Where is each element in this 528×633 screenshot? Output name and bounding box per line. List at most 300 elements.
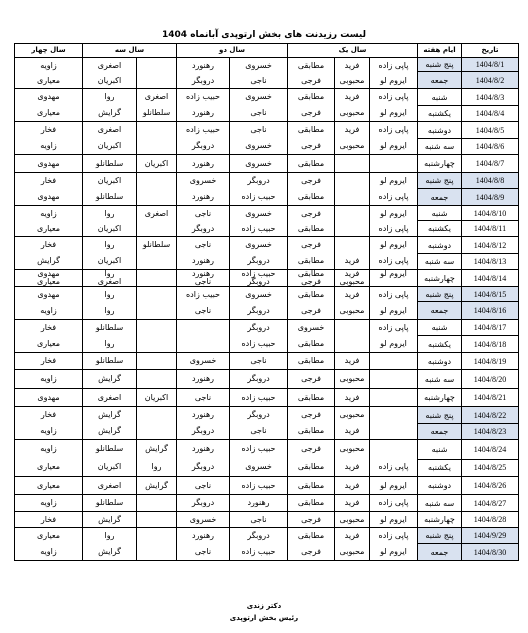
assignment-cell	[137, 389, 177, 407]
assignment-cell	[177, 270, 230, 287]
assignment-cell	[177, 287, 230, 320]
assignment-cell	[137, 320, 177, 353]
resident-name: محبوبی	[339, 306, 365, 315]
roster-row	[15, 495, 519, 512]
day-cell: دوشنبه	[418, 237, 462, 254]
resident-name: فرید	[344, 393, 360, 402]
resident-name: معیاری	[36, 481, 61, 490]
assignment-cell	[137, 173, 177, 206]
assignment-cell	[83, 89, 137, 122]
assignment-cell	[288, 287, 335, 320]
date-cell: 1404/8/28	[462, 512, 519, 528]
date-cell: 1404/8/16	[462, 302, 519, 320]
resident-name: فرید	[344, 290, 360, 299]
resident-name: ایروم لو	[380, 515, 407, 524]
signature-name: دکتر زندی	[246, 602, 282, 610]
assignment-cell	[15, 58, 83, 89]
assignment-cell	[177, 512, 230, 528]
resident-name: ناجی	[250, 515, 267, 524]
day-cell: شنبه	[418, 89, 462, 106]
assignment-cell	[288, 320, 335, 353]
resident-name: پاپی زاده	[378, 224, 409, 233]
assignment-cell	[335, 155, 370, 173]
resident-name: خسروی	[245, 92, 272, 101]
date-cell: 1404/8/26	[462, 477, 519, 495]
resident-name: خسروی	[189, 176, 217, 185]
day-cell: جمعه	[418, 302, 462, 320]
resident-name: دروبگر	[247, 323, 270, 332]
assignment-cell	[230, 353, 288, 370]
assignment-cell	[83, 173, 137, 206]
assignment-cell	[230, 407, 288, 440]
assignment-cell	[177, 477, 230, 495]
assignment-cell	[177, 89, 230, 122]
assignment-cell	[137, 495, 177, 512]
roster-row	[15, 320, 519, 336]
assignment-cell	[370, 58, 418, 89]
resident-name: سلطانلو	[95, 192, 124, 201]
assignment-cell	[177, 173, 230, 206]
resident-name	[335, 237, 369, 253]
resident-name: مطابقی	[297, 393, 325, 402]
resident-name: حبیب زاده	[241, 339, 276, 348]
day-cell: چهارشنبه	[418, 389, 462, 407]
assignment-cell	[15, 89, 83, 122]
header-year4: سال چهار	[15, 44, 83, 58]
resident-name: روا	[104, 92, 115, 101]
resident-name: مطابقی	[297, 481, 325, 490]
assignment-cell	[288, 89, 335, 122]
assignment-cell	[83, 389, 137, 407]
resident-name: محبوبی	[339, 515, 365, 524]
resident-name: خسروی	[189, 356, 217, 365]
assignment-cell	[230, 477, 288, 495]
assignment-cell	[15, 440, 83, 477]
assignment-cell	[83, 320, 137, 353]
resident-name: ایروم لو	[380, 339, 407, 348]
resident-name: گرایش	[37, 256, 60, 265]
resident-name: ناجی	[194, 547, 212, 556]
resident-name: گرایش	[98, 547, 121, 556]
resident-name: زاویه	[40, 61, 57, 70]
assignment-cell	[335, 89, 370, 122]
resident-name: اکبریان	[144, 393, 169, 402]
resident-name: ایروم لو	[380, 269, 407, 278]
day-cell: جمعه	[418, 424, 462, 440]
resident-name: اصغری	[144, 92, 169, 101]
resident-name: مطابقی	[297, 269, 325, 278]
resident-name: محبوبی	[339, 374, 365, 383]
day-cell: سه شنبه	[418, 495, 462, 512]
resident-name: اکبریان	[97, 224, 122, 233]
resident-name: اصغری	[144, 209, 169, 218]
assignment-cell	[335, 477, 370, 495]
resident-name: حبیب زاده	[241, 269, 276, 278]
resident-name	[137, 189, 176, 205]
resident-name: دروبگر	[191, 498, 215, 507]
resident-name: ناجی	[250, 426, 267, 435]
resident-name: پاپی زاده	[378, 498, 409, 507]
resident-name: پاپی زاده	[378, 290, 409, 299]
resident-name: زاویه	[40, 374, 57, 383]
resident-name: خسروی	[245, 240, 272, 249]
resident-name: محبوبی	[339, 76, 365, 85]
assignment-cell	[335, 370, 370, 389]
resident-name: فرید	[344, 256, 360, 265]
assignment-cell	[15, 173, 83, 206]
header-year1: سال یک	[288, 44, 418, 58]
assignment-cell	[137, 512, 177, 528]
resident-name: رهنورد	[191, 269, 215, 278]
assignment-cell	[177, 206, 230, 237]
assignment-cell	[177, 407, 230, 440]
resident-name: گرایش	[98, 515, 121, 524]
assignment-cell	[335, 173, 370, 206]
resident-name	[335, 189, 369, 205]
roster-row	[15, 477, 519, 495]
resident-name: فخار	[40, 410, 57, 419]
assignment-cell	[15, 155, 83, 173]
assignment-cell	[15, 122, 83, 155]
day-cell: پنج شنبه	[418, 58, 462, 72]
resident-name: فرجی	[301, 141, 321, 150]
header-day: ایام هفته	[418, 44, 462, 58]
assignment-cell	[288, 495, 335, 512]
resident-name: فرید	[344, 125, 360, 134]
resident-name	[370, 155, 417, 172]
day-cell: یکشنبه	[418, 459, 462, 476]
resident-name: فخار	[40, 356, 57, 365]
resident-name: ناجی	[250, 76, 267, 85]
resident-name	[177, 320, 229, 336]
resident-name: معیاری	[36, 76, 61, 85]
assignment-cell	[15, 206, 83, 237]
day-cell: پنج شنبه	[418, 407, 462, 424]
assignment-cell	[137, 477, 177, 495]
assignment-cell	[288, 122, 335, 155]
resident-name: ایروم لو	[380, 76, 407, 85]
assignment-cell	[177, 155, 230, 173]
resident-name: سلطانلو	[95, 159, 124, 168]
resident-name	[137, 253, 176, 269]
assignment-cell	[137, 58, 177, 89]
assignment-cell	[15, 320, 83, 353]
resident-name: فرید	[344, 61, 360, 70]
assignment-cell	[15, 477, 83, 495]
resident-name	[137, 370, 176, 388]
resident-name: اصغری	[97, 481, 122, 490]
roster-row	[15, 89, 519, 106]
resident-name: ناجی	[194, 481, 212, 490]
assignment-cell	[137, 89, 177, 122]
day-cell: شنبه	[418, 206, 462, 221]
resident-name: مطابقی	[297, 92, 325, 101]
assignment-cell	[288, 528, 335, 561]
resident-name: فرید	[344, 531, 360, 540]
resident-name	[335, 173, 369, 189]
assignment-cell	[83, 287, 137, 320]
resident-name: خسروی	[245, 141, 272, 150]
resident-name: روا	[104, 269, 115, 278]
assignment-cell	[288, 58, 335, 89]
assignment-cell	[230, 206, 288, 237]
resident-name: فرجی	[301, 374, 321, 383]
roster-row	[15, 173, 519, 189]
resident-name: روا	[104, 306, 115, 315]
resident-name: سلطانلو	[142, 108, 171, 117]
resident-name	[137, 512, 176, 527]
resident-name: مطابقی	[297, 426, 325, 435]
resident-name: مطابقی	[297, 61, 325, 70]
date-cell: 1404/8/5	[462, 122, 519, 139]
resident-name: معیاری	[36, 277, 61, 286]
day-cell: پنج شنبه	[418, 287, 462, 302]
assignment-cell	[177, 122, 230, 155]
resident-name: ایروم لو	[380, 141, 407, 150]
resident-name	[137, 58, 176, 73]
header-row	[15, 44, 519, 58]
assignment-cell	[137, 353, 177, 370]
resident-name	[335, 336, 369, 352]
day-cell: یکشنبه	[418, 336, 462, 353]
resident-name	[370, 353, 417, 369]
assignment-cell	[335, 407, 370, 440]
resident-name: دروبگر	[247, 410, 270, 419]
assignment-cell	[83, 407, 137, 440]
roster-row	[15, 155, 519, 173]
assignment-cell	[177, 389, 230, 407]
resident-name	[137, 528, 176, 544]
resident-name: پاپی زاده	[378, 462, 409, 471]
resident-name: زاویه	[40, 306, 57, 315]
resident-name: فرید	[344, 356, 360, 365]
resident-name: معیاری	[36, 339, 61, 348]
resident-name: پاپی زاده	[378, 192, 409, 201]
resident-name: ایروم لو	[380, 176, 407, 185]
resident-name: مهدوی	[37, 269, 60, 278]
assignment-cell	[370, 173, 418, 206]
resident-name: معیاری	[36, 531, 61, 540]
resident-name: زاویه	[40, 426, 57, 435]
resident-name: زاویه	[40, 498, 57, 507]
resident-name: اکبریان	[97, 256, 122, 265]
assignment-cell	[15, 270, 83, 287]
resident-name: فرجی	[301, 547, 321, 556]
resident-name: خسروی	[245, 462, 272, 471]
date-cell: 1404/9/29	[462, 528, 519, 544]
resident-name: محبوبی	[339, 277, 365, 286]
resident-name: محبوبی	[339, 547, 365, 556]
resident-name: پاپی زاده	[378, 531, 409, 540]
assignment-cell	[335, 440, 370, 477]
resident-name: ناجی	[194, 209, 212, 218]
date-cell: 1404/8/2	[462, 72, 519, 89]
assignment-cell	[370, 320, 418, 353]
resident-name: پاپی زاده	[378, 61, 409, 70]
resident-name: اکبریان	[97, 462, 122, 471]
date-cell: 1404/8/22	[462, 407, 519, 424]
day-cell: پنج شنبه	[418, 528, 462, 544]
assignment-cell	[335, 122, 370, 155]
resident-name	[370, 407, 417, 423]
assignment-cell	[288, 512, 335, 528]
assignment-cell	[230, 389, 288, 407]
resident-name: فخار	[40, 323, 57, 332]
day-cell: پنج شنبه	[418, 173, 462, 189]
date-cell: 1404/8/8	[462, 173, 519, 189]
assignment-cell	[137, 270, 177, 287]
resident-name: خسروی	[245, 290, 272, 299]
assignment-cell	[83, 122, 137, 155]
assignment-cell	[335, 287, 370, 320]
date-cell: 1404/8/7	[462, 155, 519, 173]
roster-table	[14, 43, 519, 561]
resident-name: دروبگر	[191, 462, 215, 471]
assignment-cell	[83, 206, 137, 237]
assignment-cell	[15, 370, 83, 389]
assignment-cell	[83, 353, 137, 370]
assignment-cell	[288, 173, 335, 206]
day-cell: شنبه	[418, 320, 462, 336]
resident-name: رهنورد	[191, 531, 215, 540]
roster-row	[15, 528, 519, 544]
resident-name: معیاری	[36, 462, 61, 471]
resident-name: اصغری	[97, 277, 122, 286]
resident-name: رهنورد	[191, 256, 215, 265]
resident-name: گرایش	[98, 108, 121, 117]
resident-name: ناجی	[194, 306, 212, 315]
resident-name: فرید	[344, 498, 360, 507]
assignment-cell	[230, 370, 288, 389]
assignment-cell	[177, 440, 230, 477]
resident-name: زاویه	[40, 547, 57, 556]
resident-name: حبیب زاده	[241, 444, 276, 453]
resident-name: اصغری	[97, 393, 122, 402]
assignment-cell	[370, 495, 418, 512]
assignment-cell	[335, 320, 370, 353]
resident-name: گرایش	[98, 426, 121, 435]
day-cell: چهارشنبه	[418, 155, 462, 173]
resident-name: ناجی	[194, 277, 212, 286]
date-cell: 1404/8/21	[462, 389, 519, 407]
date-cell: 1404/8/10	[462, 206, 519, 221]
assignment-cell	[335, 206, 370, 237]
resident-name: فرجی	[301, 76, 321, 85]
resident-name: مهدوی	[37, 192, 60, 201]
resident-name: خسروی	[245, 209, 272, 218]
resident-name: سلطانلو	[142, 240, 171, 249]
assignment-cell	[370, 287, 418, 320]
resident-name: رهنورد	[191, 108, 215, 117]
resident-name: مطابقی	[297, 125, 325, 134]
resident-name: ایروم لو	[380, 108, 407, 117]
resident-name	[335, 155, 369, 172]
roster-row	[15, 58, 519, 72]
resident-name: مطابقی	[297, 159, 325, 168]
assignment-cell	[177, 353, 230, 370]
assignment-cell	[137, 237, 177, 270]
roster-row	[15, 370, 519, 389]
assignment-cell	[230, 237, 288, 270]
resident-name: دروبگر	[191, 76, 215, 85]
resident-name: فرجی	[301, 444, 321, 453]
day-cell: جمعه	[418, 72, 462, 89]
roster-row	[15, 122, 519, 139]
resident-name: حبیب زاده	[185, 290, 220, 299]
assignment-cell	[137, 407, 177, 440]
resident-name: مهدوی	[37, 92, 60, 101]
assignment-cell	[137, 155, 177, 173]
header-year3: سال سه	[83, 44, 177, 58]
resident-name	[335, 221, 369, 236]
resident-name: محبوبی	[339, 141, 365, 150]
resident-name	[335, 320, 369, 336]
assignment-cell	[230, 320, 288, 353]
assignment-cell	[288, 353, 335, 370]
resident-name: مطابقی	[297, 462, 325, 471]
assignment-cell	[335, 58, 370, 89]
assignment-cell	[288, 155, 335, 173]
resident-name: فخار	[40, 176, 57, 185]
roster-row	[15, 270, 519, 287]
resident-name	[137, 173, 176, 189]
resident-name: ایروم لو	[380, 547, 407, 556]
resident-name: حبیب زاده	[241, 393, 276, 402]
assignment-cell	[335, 270, 370, 287]
roster-row	[15, 512, 519, 528]
resident-name: اکبریان	[97, 141, 122, 150]
assignment-cell	[230, 287, 288, 320]
resident-name	[370, 423, 417, 439]
assignment-cell	[288, 370, 335, 389]
date-cell: 1404/8/24	[462, 440, 519, 460]
resident-name: ناجی	[250, 356, 267, 365]
assignment-cell	[230, 58, 288, 89]
resident-name: ایروم لو	[380, 481, 407, 490]
resident-name: گرایش	[145, 481, 168, 490]
resident-name: مطابقی	[297, 224, 325, 233]
resident-name: فرجی	[301, 306, 321, 315]
day-cell: یکشنبه	[418, 221, 462, 237]
resident-name: حبیب زاده	[185, 125, 220, 134]
resident-name	[335, 206, 369, 221]
assignment-cell	[370, 528, 418, 561]
resident-name: ایروم لو	[380, 240, 407, 249]
assignment-cell	[335, 389, 370, 407]
resident-name	[137, 353, 176, 369]
resident-name: روا	[104, 339, 115, 348]
resident-name: ناجی	[194, 240, 212, 249]
assignment-cell	[230, 270, 288, 287]
resident-name: دروبگر	[247, 374, 270, 383]
resident-name	[137, 423, 176, 439]
resident-name: مهدوی	[37, 290, 60, 299]
assignment-cell	[15, 512, 83, 528]
resident-name: فرجی	[301, 209, 321, 218]
resident-name: مهدوی	[37, 159, 60, 168]
resident-name: خسروی	[297, 323, 325, 332]
assignment-cell	[177, 320, 230, 353]
resident-name: فرجی	[301, 515, 321, 524]
resident-name	[137, 336, 176, 352]
assignment-cell	[230, 512, 288, 528]
resident-name: سلطانلو	[95, 323, 124, 332]
resident-name: پاپی زاده	[378, 125, 409, 134]
resident-name: مهدوی	[37, 393, 60, 402]
resident-name: فرجی	[301, 410, 321, 419]
resident-name: رهنورد	[191, 374, 215, 383]
assignment-cell	[137, 122, 177, 155]
